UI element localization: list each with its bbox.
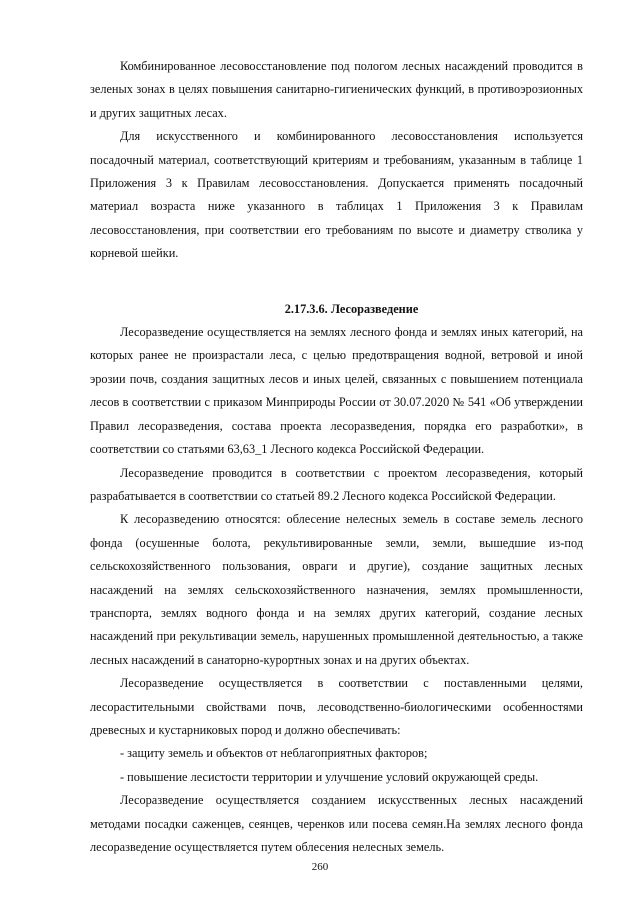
list-item: - защиту земель и объектов от неблагоприятных факторов; [120, 746, 428, 761]
list-item: - повышение лесистости территории и улучшение условий окружающей среды. [120, 769, 539, 784]
paragraph-planting-material: Для искусственного и комбинированного лесовосстановления используется посадочный материал, соответствующий критериям и требованиям, указанным в таблице 1 Приложения 3 к Правилам лесовосстановления. Допускается применять посадочный материал возраста ниже указанного в таблицах 1 Приложения 3 к Правилам лесовосстановления, при соответствии его требованиям по высоте и диаметру стволика у корневой шейки. [90, 129, 583, 261]
paragraph-afforestation-methods: Лесоразведение осуществляется созданием искусственных лесных насаждений методами посадки саженцев, сеянцев, черенков или посева семян.На землях лесного фонда лесоразведение осуществляется путем облесения нелесных земель. [90, 793, 583, 854]
paragraph-combined-reforestation: Комбинированное лесовосстановление под пологом лесных насаждений проводится в зеленых зонах в целях повышения санитарно-гигиенических функций, в противоэрозионных и других защитных лесах. [90, 59, 583, 120]
paragraph-afforestation-scope: К лесоразведению относятся: облесение нелесных земель в составе земель лесного фонда (осушенные болота, рекультивированные земли, земли, вышедшие из-под сельскохозяйственного пользования, овраги и другие), создание защитных лесных насаждений на землях сельскохозяйственного назначения, землях промышленности, транспорта, землях водного фонда и на землях других категорий, создание лесных насаждений при рекультивации земель, нарушенных промышленной деятельностью, а также лесных насаждений в санаторно-курортных зонах и на других объектах. [90, 512, 583, 667]
paragraph-afforestation-definition: Лесоразведение осуществляется на землях лесного фонда и землях иных категорий, на которых ранее не произрастали леса, с целью предотвращения водной, ветровой и иной эрозии почв, создания защитных лесов и иных целей, связанных с повышением потенциала лесов в соответствии с приказом Минприроды России от 30.07.2020 № 541 «Об утверждении Правил лесоразведения, состава проекта лесоразведения, порядка его разработки», в соответствии со статьями 63,63_1 Лесного кодекса Российской Федерации. [90, 325, 583, 457]
page-content [90, 55, 583, 859]
paragraph-afforestation-requirements: Лесоразведение осуществляется в соответствии с поставленными целями, лесорастительными свойствами почв, лесоводственно-биологическими особенностями древесных и кустарниковых пород и должно обеспечивать: [90, 676, 583, 737]
paragraph-afforestation-project: Лесоразведение проводится в соответствии с проектом лесоразведения, который разрабатывается в соответствии со статьей 89.2 Лесного кодекса Российской Федерации. [90, 465, 583, 503]
page-number: 260 [311, 861, 329, 873]
section-heading: 2.17.3.6. Лесоразведение [284, 301, 419, 316]
